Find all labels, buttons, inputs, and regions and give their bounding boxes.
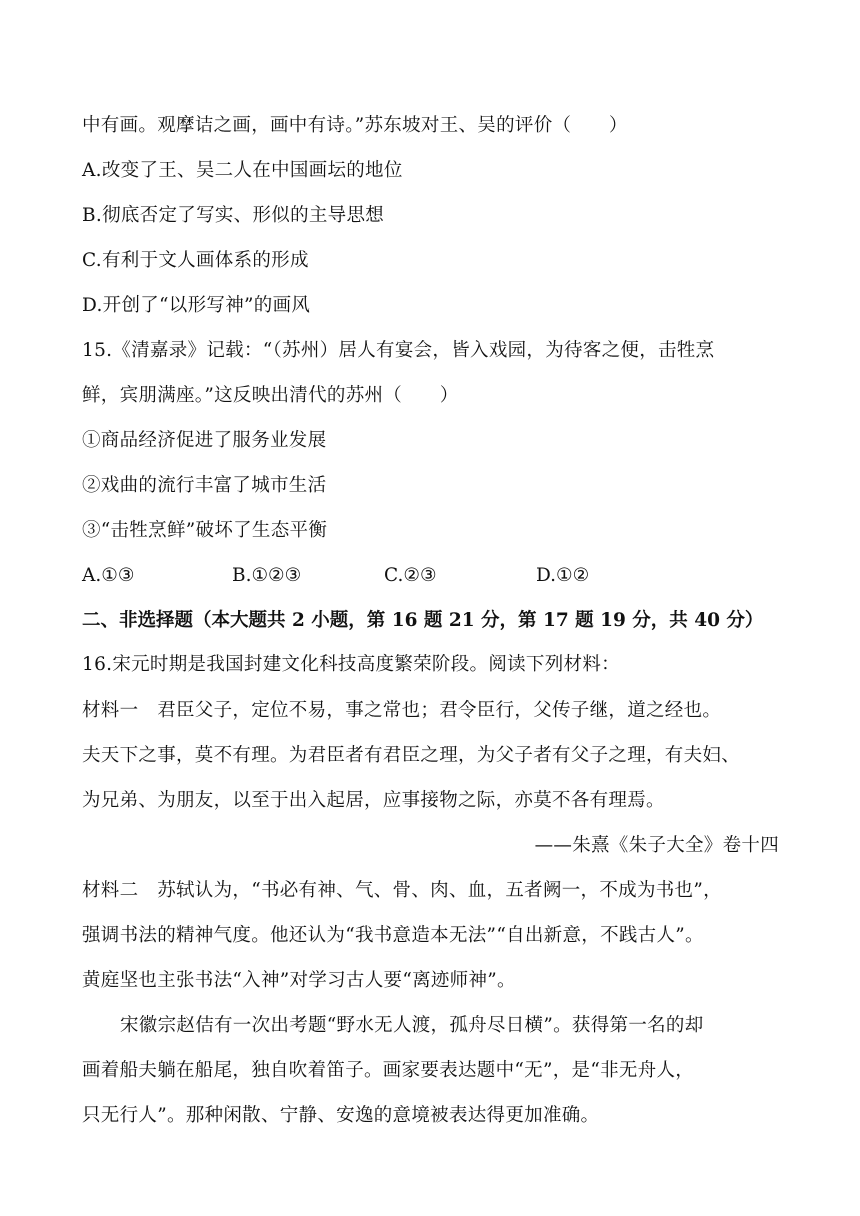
q14-stem-continued: 中有画。观摩诘之画，画中有诗。”苏东坡对王、吴的评价（ ） [82, 115, 628, 136]
q16-material2-line2: 强调书法的精神气度。他还认为“我书意造本无法”“自出新意，不践古人”。 [82, 925, 704, 946]
q16-material1-line1: 材料一 君臣父子，定位不易，事之常也；君令臣行，父传子继，道之经也。 [82, 700, 722, 721]
q16-material2-line3: 黄庭坚也主张书法“入神”对学习古人要“离迹师神”。 [82, 970, 516, 991]
q14-option-a: A.改变了王、吴二人在中国画坛的地位 [82, 160, 403, 181]
q16-material1-line2: 夫天下之事，莫不有理。为君臣者有君臣之理，为父子者有父子之理，有夫妇、 [82, 745, 741, 766]
q15-option-c: C.②③ [384, 565, 437, 586]
q16-intro: 16.宋元时期是我国封建文化科技高度繁荣阶段。阅读下列材料： [82, 654, 620, 675]
q15-statement-3: ③“击牲烹鲜”破坏了生态平衡 [82, 520, 328, 541]
q15-option-a: A.①③ [82, 565, 135, 586]
q16-material2-para2-line3: 只无行人”。那种闲散、宁静、安逸的意境被表达得更加准确。 [82, 1105, 600, 1126]
q14-option-d: D.开创了“以形写神”的画风 [82, 295, 311, 316]
q15-statement-1: ①商品经济促进了服务业发展 [82, 430, 327, 451]
q16-material1-source: ——朱熹《朱子大全》卷十四 [534, 835, 779, 856]
q15-option-b: B.①②③ [232, 565, 302, 586]
q15-stem-line2: 鲜，宾朋满座。”这反映出清代的苏州（ ） [82, 385, 459, 406]
q16-material2-line1: 材料二 苏轼认为，“书必有神、气、骨、肉、血，五者阙一，不成为书也”， [82, 880, 722, 901]
section-heading: 二、非选择题（本大题共 2 小题，第 16 题 21 分，第 17 题 19 分，共 40 分） [82, 610, 764, 631]
q14-option-c: C.有利于文人画体系的形成 [82, 250, 309, 271]
q16-material2-para2-line2: 画着船夫躺在船尾，独自吹着笛子。画家要表达题中“无”，是“非无舟人， [82, 1060, 695, 1081]
q14-option-b: B.彻底否定了写实、形似的主导思想 [82, 205, 385, 226]
q15-statement-2: ②戏曲的流行丰富了城市生活 [82, 475, 327, 496]
q16-material2-para2-line1: 宋徽宗赵佶有一次出考题“野水无人渡，孤舟尽日横”。获得第一名的却 [120, 1015, 704, 1036]
q15-stem-line1: 15.《清嘉录》记载：“（苏州）居人有宴会，皆入戏园，为待客之便，击牲烹 [82, 340, 715, 361]
q16-material1-line3: 为兄弟、为朋友，以至于出入起居，应事接物之际，亦莫不各有理焉。 [82, 790, 665, 811]
q15-option-d: D.①② [536, 565, 590, 586]
